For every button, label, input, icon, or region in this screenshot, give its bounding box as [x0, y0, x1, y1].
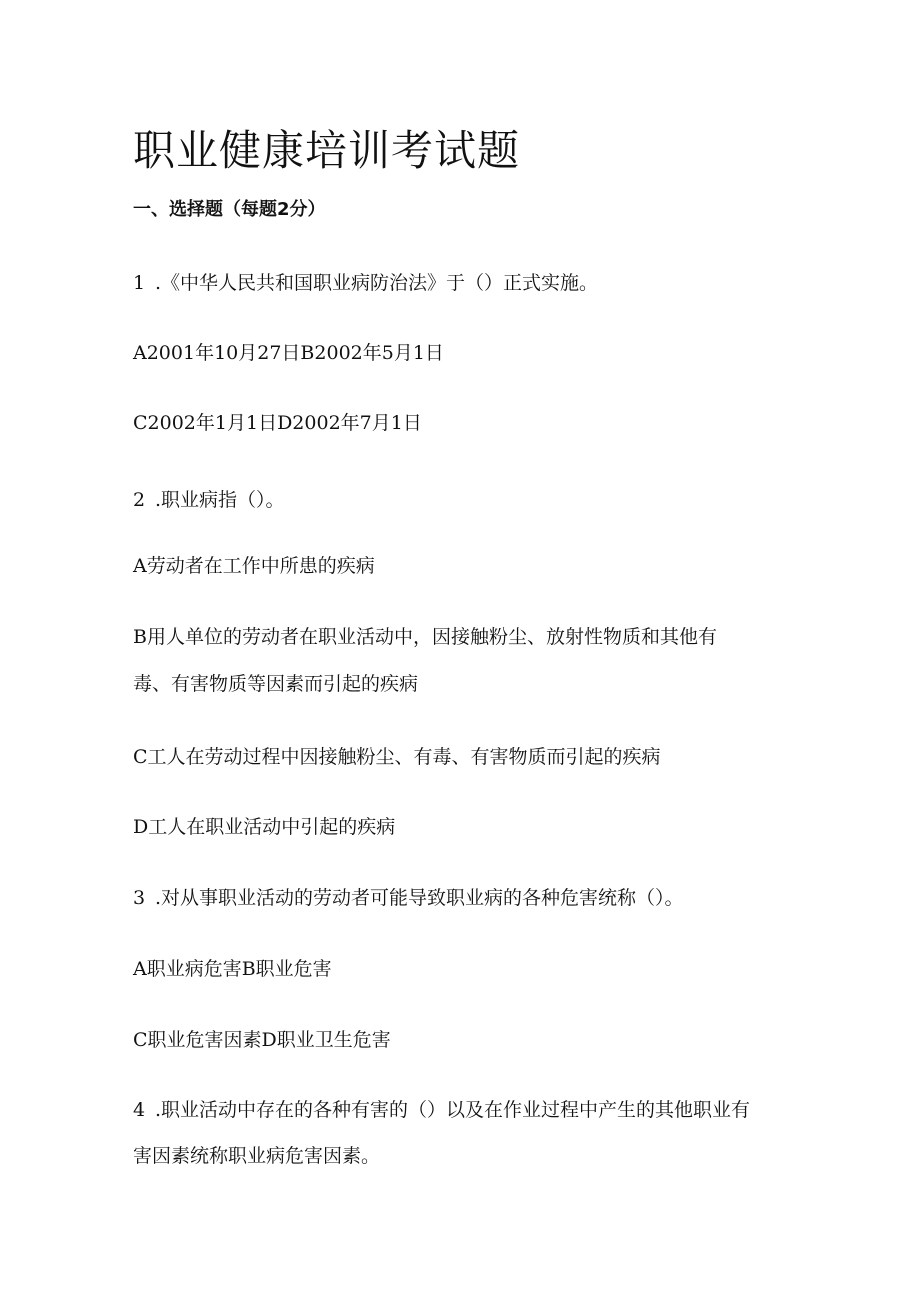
question-number: 4 — [133, 1099, 146, 1121]
question-number: 2 — [133, 489, 146, 511]
question-1-options-cd: C2002年1月1日D2002年7月1日 — [133, 412, 422, 434]
question-4 — [133, 1095, 750, 1125]
question-3-options-ab: A职业病危害B职业危害 — [133, 958, 332, 980]
question-text: .职业病指（）。 — [155, 489, 285, 511]
question-text: .对从事职业活动的劳动者可能导致职业病的各种危害统称（）。 — [155, 887, 684, 909]
question-2-option-a: A劳动者在工作中所患的疾病 — [133, 555, 375, 577]
question-4-line2: 害因素统称职业病危害因素。 — [133, 1145, 381, 1167]
question-text: .《中华人民共和国职业病防治法》于（）正式实施。 — [155, 272, 599, 294]
question-2-option-b-line2: 毒、有害物质等因素而引起的疾病 — [133, 673, 419, 695]
question-2-option-d: D工人在职业活动中引起的疾病 — [133, 816, 396, 838]
question-text: .职业活动中存在的各种有害的（）以及在作业过程中产生的其他职业有 — [155, 1099, 751, 1121]
question-2-option-c: C工人在劳动过程中因接触粉尘、有毒、有害物质而引起的疾病 — [133, 746, 661, 768]
document-title: 职业健康培训考试题 — [133, 126, 521, 175]
question-number: 3 — [133, 887, 146, 909]
question-1-options-ab: A2001年10月27日B2002年5月1日 — [133, 342, 444, 364]
question-2 — [133, 485, 285, 515]
question-number: 1 — [133, 272, 146, 294]
question-1 — [133, 268, 598, 298]
section-heading: 一、选择题（每题2分） — [133, 199, 326, 220]
question-2-option-b-line1: B用人单位的劳动者在职业活动中，因接触粉尘、放射性物质和其他有 — [133, 626, 717, 648]
question-3-options-cd: C职业危害因素D职业卫生危害 — [133, 1029, 391, 1051]
question-3 — [133, 883, 684, 913]
